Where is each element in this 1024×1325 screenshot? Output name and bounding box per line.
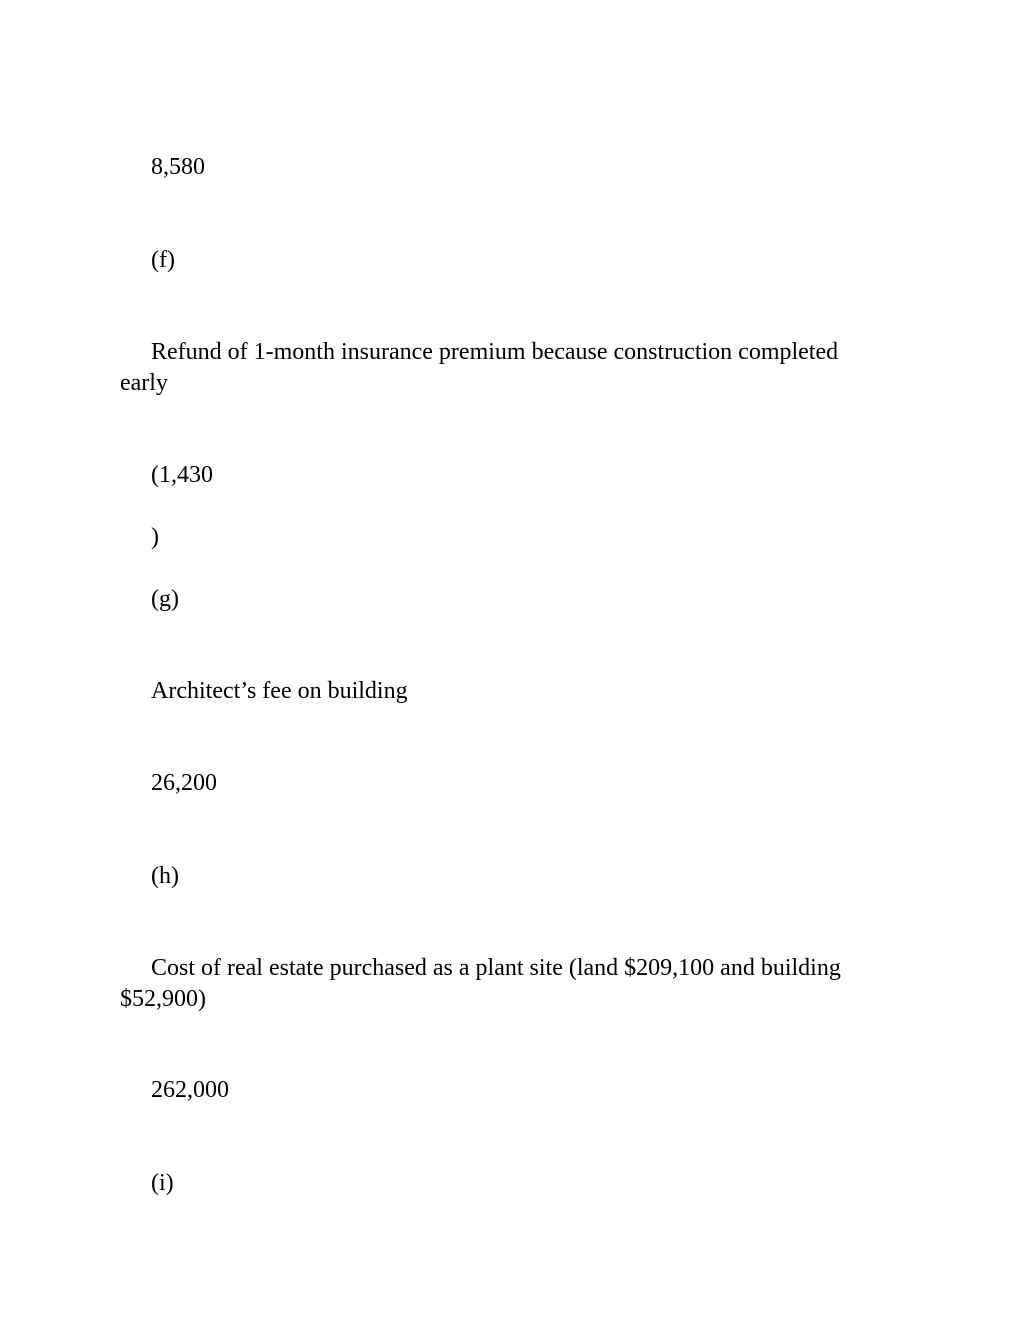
item-letter: (i) bbox=[151, 1170, 174, 1196]
amount-text: 262,000 bbox=[151, 1077, 229, 1103]
amount-text: 26,200 bbox=[151, 770, 217, 796]
item-letter: (g) bbox=[151, 586, 179, 612]
item-description: Refund of 1-month insurance premium because construction completed early bbox=[120, 339, 839, 396]
amount-text: (1,430 bbox=[151, 462, 213, 488]
item-description: Cost of real estate purchased as a plant site (land $209,100 and building $52,900) bbox=[120, 955, 841, 1012]
item-description: Architect’s fee on building bbox=[151, 678, 408, 704]
closing-paren-text: ) bbox=[151, 524, 159, 550]
item-letter: (f) bbox=[151, 247, 175, 273]
item-letter: (h) bbox=[151, 863, 179, 889]
amount-text: 8,580 bbox=[151, 154, 205, 180]
